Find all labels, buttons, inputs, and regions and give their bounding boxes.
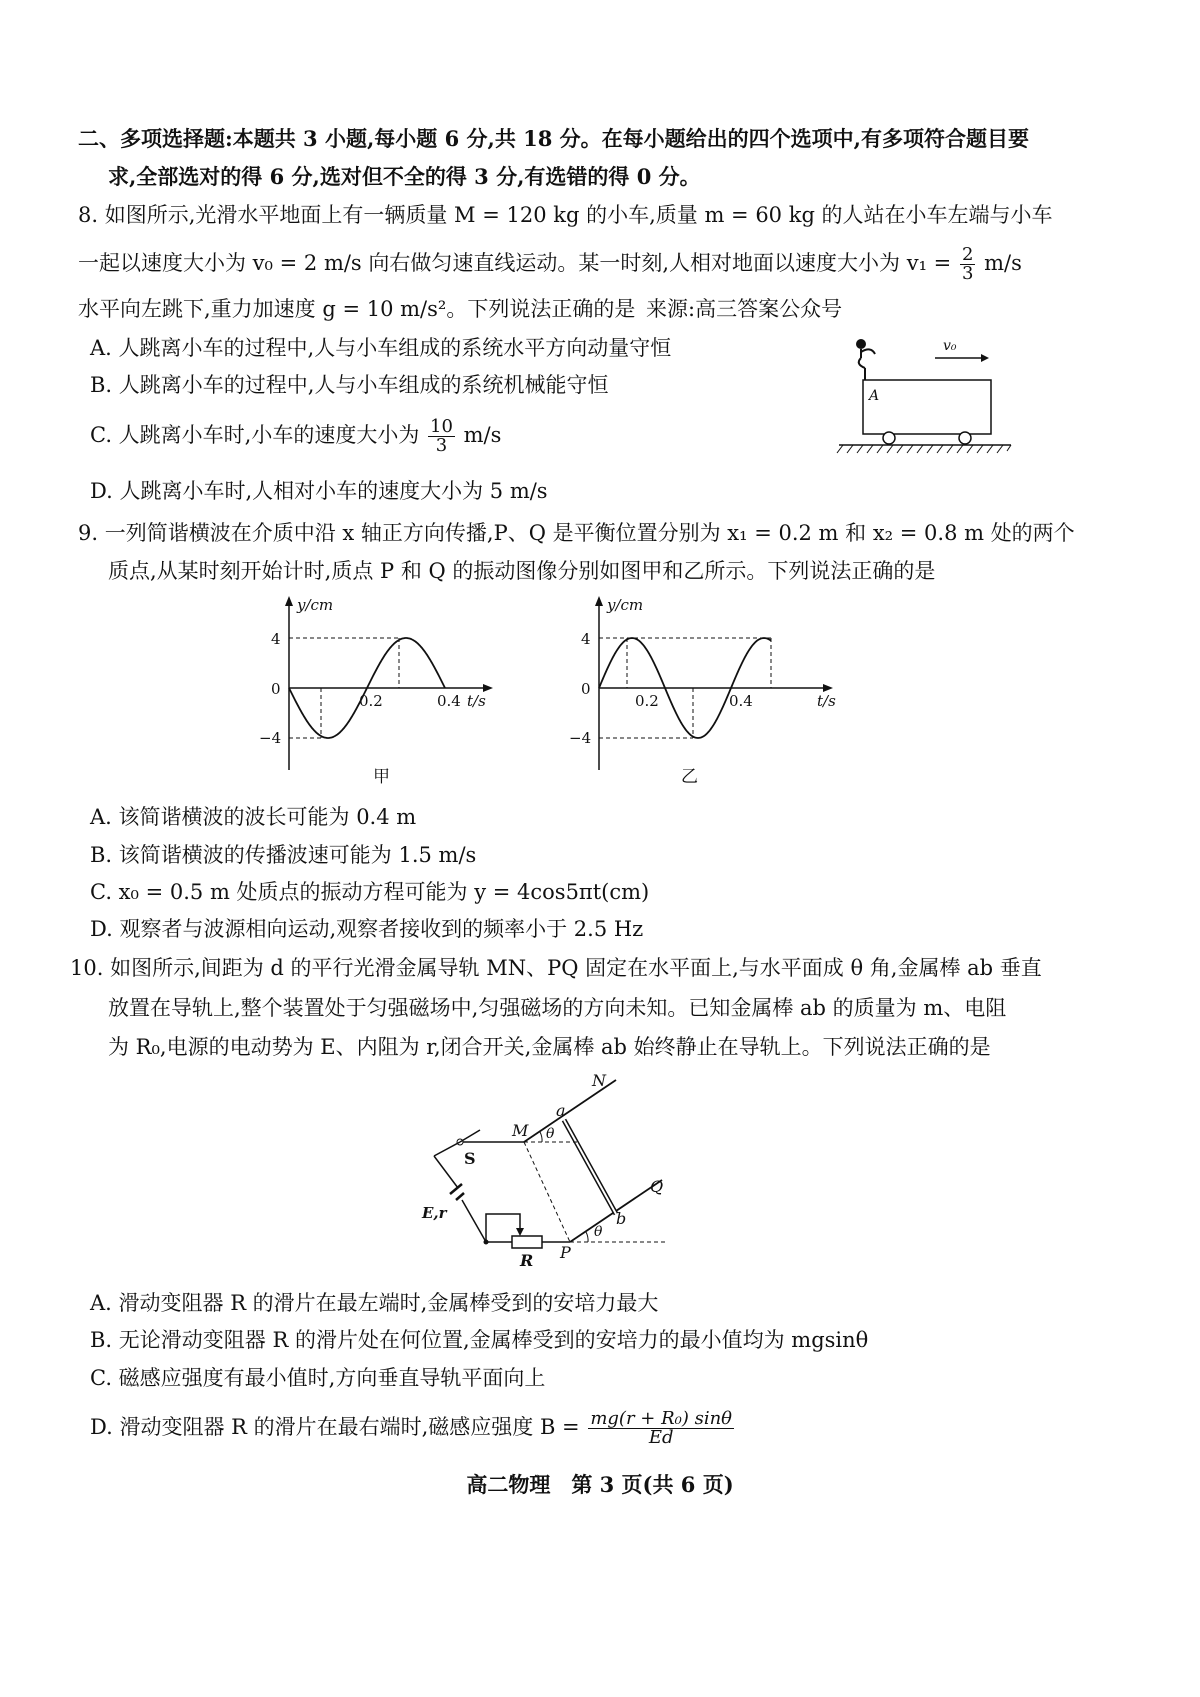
q8-v1-den: 3 — [961, 263, 974, 284]
q8-option-d: D. 人跳离小车时,人相对小车的速度大小为 5 m/s — [90, 479, 548, 503]
jia-y-label: y/cm — [297, 596, 334, 614]
ground-hatching — [837, 445, 1011, 453]
label-M: M — [512, 1121, 529, 1140]
label-S: S — [464, 1149, 476, 1168]
fig-v0-label: v₀ — [943, 338, 957, 354]
yi-tick-m4: −4 — [569, 729, 592, 747]
metal-rod-ab-inner — [564, 1120, 616, 1214]
q9-graph-jia — [255, 590, 515, 790]
q10-option-b: B. 无论滑动变阻器 R 的滑片处在何位置,金属棒受到的安培力的最小值均为 mgsinθ — [90, 1328, 869, 1352]
jia-tick-4: 4 — [271, 630, 281, 648]
label-theta-bottom: θ — [594, 1224, 603, 1240]
cart-wheel-left-icon — [883, 432, 895, 444]
q8-option-c-num: 10 — [430, 416, 453, 437]
page-footer: 高二物理 第 3 页(共 6 页) — [466, 1472, 734, 1497]
q10-stem-line1: 10. 如图所示,间距为 d 的平行光滑金属导轨 MN、PQ 固定在水平面上,与水平面成 θ 角,金属棒 ab 垂直 — [70, 956, 1042, 980]
battery-plate-short-icon — [456, 1193, 464, 1200]
q10-option-d-num: mg(r + R₀) sinθ — [590, 1408, 733, 1429]
jia-x-label: t/s — [467, 692, 486, 710]
q8-stem-line3 — [78, 294, 842, 324]
wire-left-mid — [434, 1156, 458, 1188]
v0-arrowhead-icon — [981, 354, 989, 362]
label-b: b — [616, 1209, 627, 1228]
yi-y-arrow-icon — [595, 596, 603, 606]
cart-body — [863, 380, 991, 434]
q8-option-a: A. 人跳离小车的过程中,人与小车组成的系统水平方向动量守恒 — [90, 336, 672, 360]
q9-stem-line1: 9. 一列简谐横波在介质中沿 x 轴正方向传播,P、Q 是平衡位置分别为 x₁ = 0.2 m 和 x₂ = 0.8 m 处的两个 — [78, 521, 1075, 545]
q8-stem-line2-text: 一起以速度大小为 v₀ = 2 m/s 向右做匀速直线运动。某一时刻,人相对地面以速度大小为 v₁ = — [78, 251, 952, 275]
switch-blade-icon — [460, 1130, 480, 1142]
q8-option-c — [90, 418, 501, 455]
yi-caption: 乙 — [681, 767, 698, 787]
jia-y-arrow-icon — [285, 596, 293, 606]
rheostat-slider-arrow-icon — [516, 1228, 524, 1236]
yi-tick-0: 0 — [581, 680, 591, 698]
q8-v1-unit: m/s — [984, 251, 1022, 275]
q9-option-b: B. 该简谐横波的传播波速可能为 1.5 m/s — [90, 843, 477, 867]
q10-option-c: C. 磁感应强度有最小值时,方向垂直导轨平面向上 — [90, 1366, 546, 1390]
q10-stem-line2: 放置在导轨上,整个装置处于匀强磁场中,匀强磁场的方向未知。已知金属棒 ab 的质量为 m、电阻 — [108, 996, 1007, 1020]
label-Q: Q — [650, 1177, 664, 1196]
q8-option-b: B. 人跳离小车的过程中,人与小车组成的系统机械能守恒 — [90, 373, 609, 397]
wire-left-bottom — [462, 1200, 486, 1242]
yi-x-arrow-icon — [823, 684, 833, 692]
label-a: a — [556, 1101, 566, 1120]
q9-option-a: A. 该简谐横波的波长可能为 0.4 m — [90, 805, 417, 829]
q10-option-d-fraction — [588, 1410, 734, 1447]
q10-circuit-figure — [420, 1072, 720, 1272]
q8-stem-line3-text: 水平向左跳下,重力加速度 g = 10 m/s²。下列说法正确的是 — [78, 297, 636, 321]
q10-stem-line3: 为 R₀,电源的电动势为 E、内阻为 r,闭合开关,金属棒 ab 始终静止在导轨上。下列说法正确的是 — [108, 1035, 991, 1059]
label-Er: E,r — [422, 1204, 447, 1222]
section-header-line2: 求,全部选对的得 6 分,选对但不全的得 3 分,有选错的得 0 分。 — [108, 164, 701, 189]
yi-tick-4: 4 — [581, 630, 591, 648]
jia-tick-04: 0.4 — [437, 692, 461, 710]
section-header-line1: 二、多项选择题:本题共 3 小题,每小题 6 分,共 18 分。在每小题给出的四个选项中,有多项符合题目要 — [78, 126, 1029, 151]
label-R: R — [520, 1251, 534, 1270]
q8-watermark-source: 来源:高三答案公众号 — [646, 297, 843, 321]
label-theta-top: θ — [546, 1126, 555, 1142]
jia-tick-02: 0.2 — [359, 692, 383, 710]
q9-option-d: D. 观察者与波源相向运动,观察者接收到的频率小于 2.5 Hz — [90, 917, 644, 941]
yi-tick-02: 0.2 — [635, 692, 659, 710]
q8-stem-line1: 8. 如图所示,光滑水平地面上有一辆质量 M = 120 kg 的小车,质量 m = 60 kg 的人站在小车左端与小车 — [78, 203, 1053, 227]
q8-option-c-text: C. 人跳离小车时,小车的速度大小为 — [90, 423, 420, 447]
q9-graph-yi — [565, 590, 845, 790]
yi-tick-04: 0.4 — [729, 692, 753, 710]
q8-v1-fraction — [960, 246, 975, 283]
yi-x-label: t/s — [817, 692, 836, 710]
q8-option-c-den: 3 — [435, 435, 448, 456]
q8-cart-figure — [835, 330, 1015, 465]
person-head-icon — [856, 339, 866, 349]
q8-option-c-unit: m/s — [463, 423, 502, 447]
angle-arc-P-icon — [586, 1232, 588, 1242]
q8-stem-line2 — [78, 246, 1022, 283]
q8-v1-num: 2 — [961, 244, 974, 265]
q8-option-c-fraction — [428, 418, 455, 455]
rheostat-body — [512, 1236, 542, 1248]
label-N: N — [592, 1072, 606, 1090]
wire-left-top — [434, 1142, 460, 1156]
angle-arc-M-icon — [540, 1132, 542, 1142]
label-P: P — [560, 1243, 571, 1262]
cart-wheel-right-icon — [959, 432, 971, 444]
dash-MP — [524, 1142, 570, 1242]
yi-y-label: y/cm — [607, 596, 644, 614]
person-body-icon — [859, 349, 875, 380]
q10-option-d-den: Ed — [648, 1427, 674, 1448]
q10-option-d-text: D. 滑动变阻器 R 的滑片在最右端时,磁感应强度 B = — [90, 1415, 580, 1439]
jia-tick-0: 0 — [271, 680, 281, 698]
jia-tick-m4: −4 — [259, 729, 282, 747]
q9-option-c: C. x₀ = 0.5 m 处质点的振动方程可能为 y = 4cos5πt(cm) — [90, 880, 650, 904]
q10-option-d — [90, 1410, 736, 1447]
jia-x-arrow-icon — [483, 684, 493, 692]
jia-caption: 甲 — [373, 767, 390, 787]
q10-option-a: A. 滑动变阻器 R 的滑片在最左端时,金属棒受到的安培力最大 — [90, 1291, 659, 1315]
fig-A-label: A — [869, 388, 880, 404]
q9-stem-line2: 质点,从某时刻开始计时,质点 P 和 Q 的振动图像分别如图甲和乙所示。下列说法正确的是 — [108, 559, 936, 583]
